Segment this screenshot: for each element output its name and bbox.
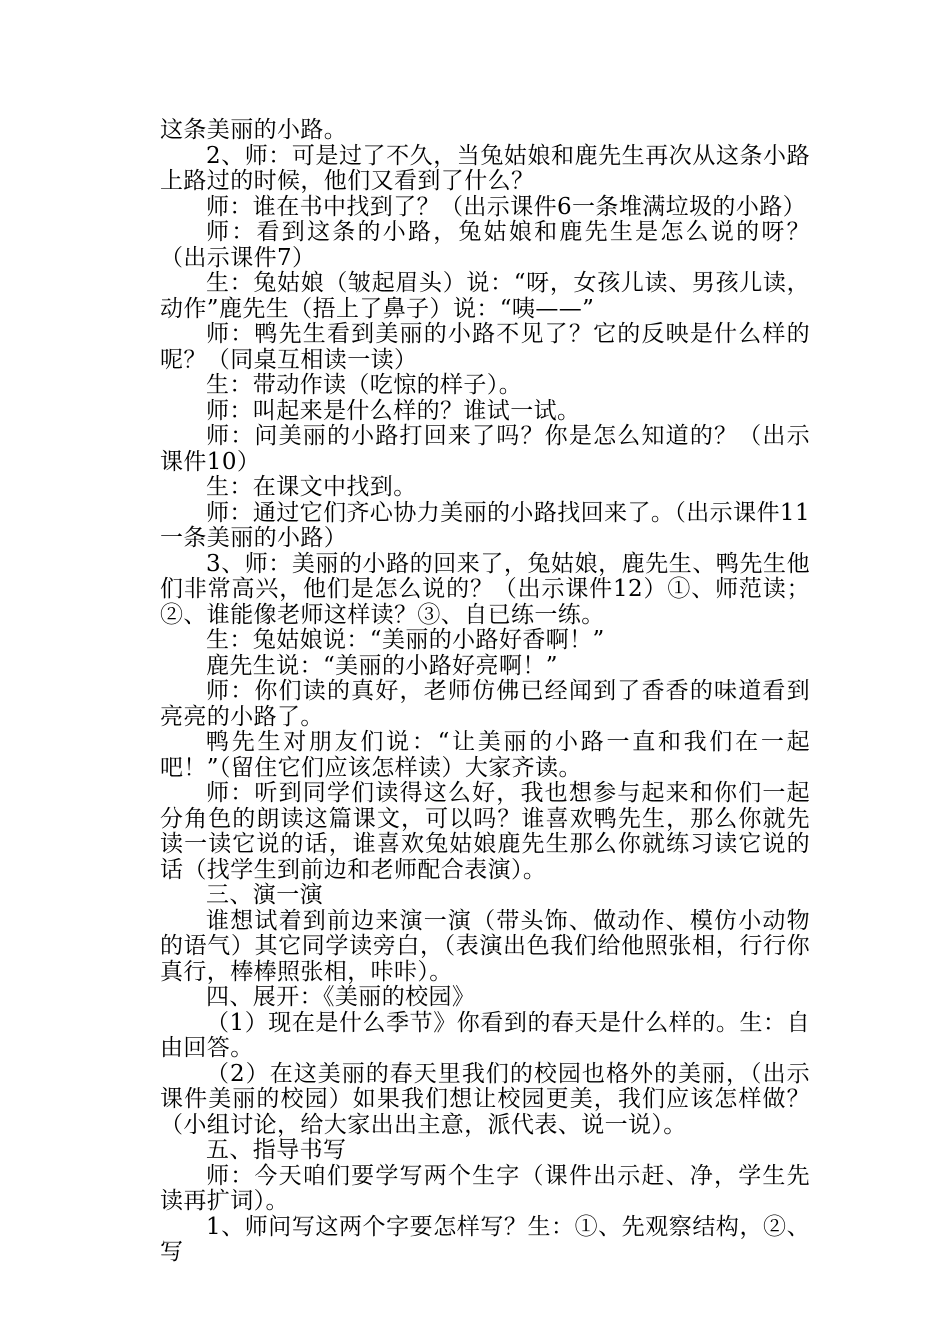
paragraph-4: 师：看到这条的小路，兔姑娘和鹿先生是怎么说的呀？（出示课件7） <box>160 219 810 271</box>
section-heading-4: 四、展开：《美丽的校园》 <box>206 984 476 1010</box>
paragraph-9: 师：问美丽的小路打回来了吗？你是怎么知道的？（出示课件10） <box>160 423 810 475</box>
paragraph-7: 生：带动作读（吃惊的样子）。 <box>206 372 523 398</box>
paragraph-21: （1）现在是什么季节》你看到的春天是什么样的。生：自由回答。 <box>160 1009 810 1061</box>
paragraph-19: 谁想试着到前边来演一演（带头饰、做动作、模仿小动物的语气）其它同学读旁白，（表演出色我们给他照张相，行行你真行，棒棒照张相，咔咔）。 <box>160 907 810 985</box>
paragraph-24: 师：今天咱们要学写两个生字（课件出示赶、净，学生先读再扩词）。 <box>160 1162 810 1214</box>
paragraph-1: 这条美丽的小路。 <box>160 117 348 143</box>
paragraph-5: 生：兔姑娘（皱起眉头）说：“呀，女孩儿读、男孩儿读，动作”鹿先生（捂上了鼻子）说：“咦——” <box>160 270 810 322</box>
paragraph-25: 1、师问写这两个字要怎样写？生：①、先观察结构，②、写 <box>160 1213 810 1265</box>
document-body <box>160 118 810 1266</box>
paragraph-13: 生：兔姑娘说：“美丽的小路好香啊！” <box>206 627 605 653</box>
paragraph-12: 3、师：美丽的小路的回来了，兔姑娘，鹿先生、鸭先生他们非常高兴，他们是怎么说的？（出示课件12）①、师范读；②、谁能像老师这样读？③、自已练一练。 <box>160 550 810 628</box>
paragraph-6: 师：鸭先生看到美丽的小路不见了？它的反映是什么样的呢？（同桌互相读一读） <box>160 321 810 373</box>
section-heading-3: 三、演一演 <box>206 882 323 908</box>
paragraph-16: 鸭先生对朋友们说：“让美丽的小路一直和我们在一起吧！”（留住它们应该怎样读）大家齐读。 <box>160 729 810 781</box>
paragraph-22: （2）在这美丽的春天里我们的校园也格外的美丽，（出示课件美丽的校园）如果我们想让校园更美，我们应该怎样做？（小组讨论，给大家出出主意，派代表、说一说）。 <box>160 1060 810 1138</box>
paragraph-10: 生：在课文中找到。 <box>206 474 417 500</box>
paragraph-15: 师：你们读的真好，老师仿佛已经闻到了香香的味道看到亮亮的小路了。 <box>160 678 810 730</box>
paragraph-14: 鹿先生说：“美丽的小路好亮啊！” <box>206 652 558 679</box>
paragraph-17: 师：听到同学们读得这么好，我也想参与起来和你们一起分角色的朗读这篇课文，可以吗？谁喜欢鸭先生，那么你就先读一读它说的话，谁喜欢兔姑娘鹿先生那么你就练习读它说的话（找学生到前边和老师配合表演）。 <box>160 780 810 883</box>
section-heading-5: 五、指导书写 <box>206 1137 347 1163</box>
paragraph-2: 2、师：可是过了不久，当兔姑娘和鹿先生再次从这条小路上路过的时候，他们又看到了什么？ <box>160 142 810 194</box>
paragraph-3: 师：谁在书中找到了？（出示课件6一条堆满垃圾的小路） <box>206 193 807 220</box>
paragraph-8: 师：叫起来是什么样的？谁试一试。 <box>206 397 581 424</box>
paragraph-11: 师：通过它们齐心协力美丽的小路找回来了。（出示课件11一条美丽的小路） <box>160 499 810 551</box>
